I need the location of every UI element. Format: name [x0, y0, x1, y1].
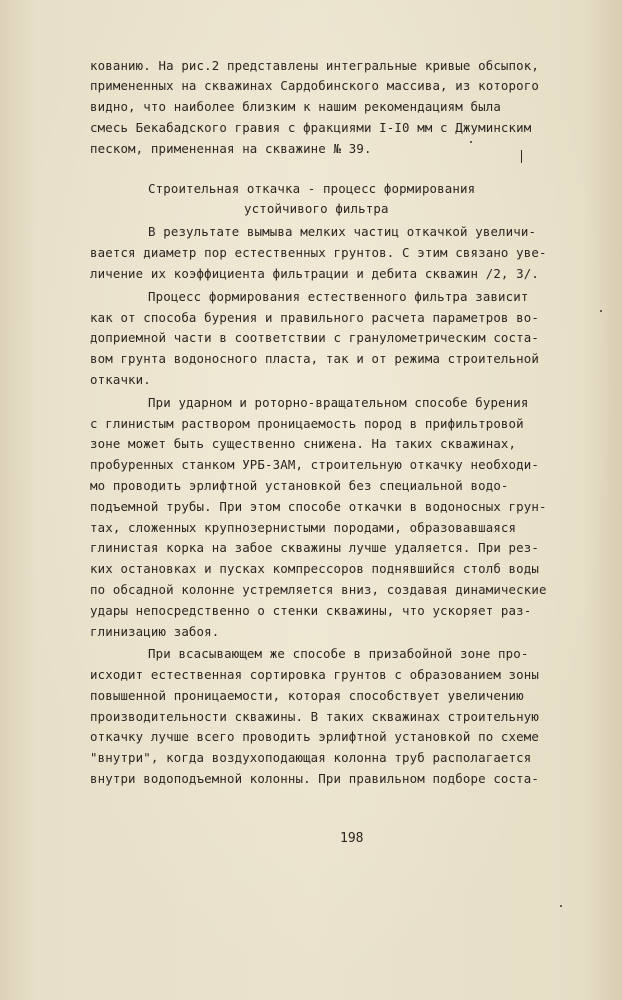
- text-line: повышенной проницаемости, которая способствует увеличению: [90, 688, 524, 703]
- text-line: Процесс формирования естественного фильтра зависит: [148, 289, 529, 304]
- text-line: ких остановках и пусках компрессоров поднявшийся столб воды: [90, 561, 539, 576]
- text-line: смесь Бекабадского гравия с фракциями I-I0 мм с Джуминским: [90, 120, 532, 135]
- ink-speck: [470, 141, 472, 143]
- text-line: внутри водоподъемной колонны. При правильном подборе соста-: [90, 771, 539, 786]
- text-line: При ударном и роторно-вращательном способе бурения: [148, 395, 529, 410]
- text-line: с глинистым раствором проницаемость пород в прифильтровой: [90, 416, 524, 431]
- text-line: песком, примененная на скважине № 39.: [90, 141, 372, 156]
- ink-speck: [600, 310, 602, 312]
- text-line: глинизацию забоя.: [90, 624, 220, 639]
- text-line: кованию. На рис.2 представлены интегральные кривые обсыпок,: [90, 58, 539, 73]
- text-line: При всасывающем же способе в призабойной зоне про-: [148, 646, 529, 661]
- text-line: глинистая корка на забое скважины лучше удаляется. При рез-: [90, 540, 539, 555]
- text-line: как от способа бурения и правильного расчета параметров во-: [90, 310, 539, 325]
- text-line: откачку лучше всего проводить эрлифтной установкой по схеме: [90, 729, 539, 744]
- margin-tick-mark: [521, 150, 522, 163]
- section-heading-line-1: Строительная откачка - процесс формирования: [148, 181, 476, 196]
- text-line: тах, сложенных крупнозернистыми породами, образовавшаяся: [90, 520, 517, 535]
- page-number: 198: [340, 831, 364, 846]
- text-line: мо проводить эрлифтной установкой без специальной водо-: [90, 478, 509, 493]
- text-line: "внутри", когда воздухоподающая колонна труб располагается: [90, 750, 532, 765]
- text-line: по обсадной колонне устремляется вниз, создавая динамические: [90, 582, 547, 597]
- text-line: личение их коэффициента фильтрации и дебита скважин /2, 3/.: [90, 266, 539, 281]
- text-line: зоне может быть существенно снижена. На таких скважинах,: [90, 436, 517, 451]
- text-line: В результате вымыва мелких частиц откачкой увеличи-: [148, 224, 537, 239]
- text-line: примененных на скважинах Сардобинского массива, из которого: [90, 78, 539, 93]
- ink-speck: [560, 905, 562, 907]
- text-line: пробуренных станком УРБ-ЗАМ, строительную откачку необходи-: [90, 457, 539, 472]
- text-line: откачки.: [90, 372, 151, 387]
- text-line: производительности скважины. В таких скважинах строительную: [90, 709, 539, 724]
- text-line: удары непосредственно о стенки скважины, что ускоряет раз-: [90, 603, 532, 618]
- text-line: подъемной трубы. При этом способе откачки в водоносных грун-: [90, 499, 547, 514]
- section-heading-line-2: устойчивого фильтра: [244, 201, 389, 216]
- text-line: доприемной части в соответствии с гранулометрическим соста-: [90, 330, 539, 345]
- text-line: исходит естественная сортировка грунтов с образованием зоны: [90, 667, 539, 682]
- text-line: видно, что наиболее близким к нашим рекомендациям была: [90, 99, 501, 114]
- text-line: вом грунта водоносного пласта, так и от режима строительной: [90, 351, 539, 366]
- text-line: вается диаметр пор естественных грунтов. С этим связано уве-: [90, 245, 547, 260]
